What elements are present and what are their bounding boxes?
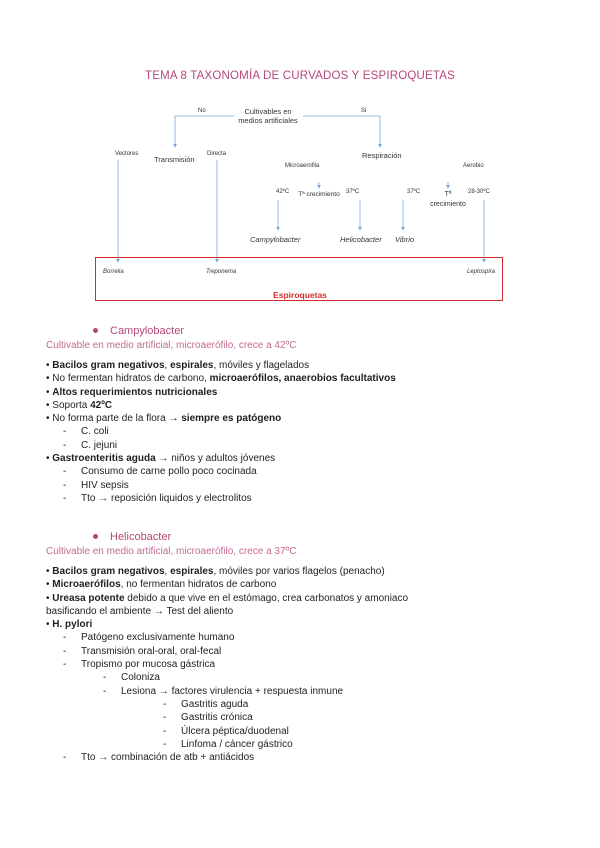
label-treponema: Treponema — [206, 269, 237, 275]
list-item: - Consumo de carne pollo poco cocinada — [63, 466, 257, 478]
label-tc-crecimiento-1: Tª crecimiento — [298, 191, 340, 198]
list-item: - Coloniza — [103, 672, 160, 684]
list-item: - Patógeno exclusivamente humano — [63, 632, 235, 644]
helicobacter-heading: Helicobacter — [73, 530, 543, 545]
list-item: - Úlcera péptica/duodenal — [163, 725, 289, 737]
text-line: • Ureasa potente debido a que vive en el estómago, crea carbonatos y amoniaco — [46, 592, 409, 604]
text-line: • No forma parte de la flora → siempre es patógeno — [46, 413, 282, 425]
section-helicobacter — [46, 530, 543, 764]
campylobacter-heading: Campylobacter — [73, 324, 543, 339]
list-item: - C. jejuni — [63, 439, 118, 451]
label-si: Si — [361, 108, 367, 114]
label-directa: Directa — [207, 151, 227, 157]
text-line: • H. pylori — [46, 619, 93, 631]
page-title: TEMA 8 TAXONOMÍA DE CURVADOS Y ESPIROQUETAS — [144, 70, 456, 82]
text-line: • Soporta 42ºC — [46, 399, 113, 411]
label-42c: 42ºC — [276, 189, 290, 195]
list-item: - Gastritis aguda — [163, 698, 249, 710]
text-line: basificando el ambiente → Test del aliento — [46, 605, 234, 617]
label-root: Cultivables en medios artificiales — [238, 107, 298, 125]
list-item: - Tropismo por mucosa gástrica — [63, 659, 216, 671]
taxonomy-diagram — [0, 0, 600, 320]
label-vibrio: Vibrio — [395, 235, 415, 244]
list-item: - Tto → combinación de atb + antiácidos — [63, 752, 255, 764]
label-leptospira: Leptospira — [467, 269, 496, 275]
label-campylobacter: Campylobacter — [250, 235, 301, 244]
list-item: - Linfoma / cáncer gástrico — [163, 738, 293, 750]
list-item: - Transmisión oral-oral, oral-fecal — [63, 645, 222, 657]
section-campylobacter — [46, 324, 543, 505]
text-line: • Bacilos gram negativos, espirales, móviles por varios flagelos (penacho) — [46, 566, 385, 577]
label-borrelia: Borrelia — [103, 269, 124, 275]
label-espiroquetas: Espiroquetas — [273, 290, 327, 300]
label-tc-crecimiento-2: Tª crecimiento — [430, 191, 466, 208]
bullet-icon — [93, 328, 98, 333]
label-transmision: Transmisión — [154, 155, 195, 164]
list-item: - Lesiona → factores virulencia + respuesta inmune — [103, 685, 344, 697]
text-line: • Microaerófilos, no fermentan hidratos de carbono — [46, 579, 277, 591]
label-37c-a: 37ºC — [346, 189, 360, 195]
label-37c-b: 37ºC — [407, 189, 421, 195]
list-item: - Tto → reposición liquidos y electrolitos — [63, 492, 252, 504]
text-line: • No fermentan hidratos de carbono, microaerófilos, anaerobios facultativos — [46, 373, 396, 385]
list-item: - C. coli — [63, 426, 109, 438]
campylobacter-subtitle: Cultivable en medio artificial, microaerófilo, crece a 42ºC — [46, 340, 297, 351]
list-item: - Gastritis crónica — [163, 712, 253, 724]
label-helicobacter: Helicobacter — [340, 235, 382, 244]
bullet-icon — [93, 534, 98, 539]
label-vectores: Vectores — [115, 151, 139, 157]
label-microaerofila: Microaerofila — [285, 163, 320, 169]
label-no: No — [198, 108, 206, 114]
list-item: - HIV sepsis — [63, 479, 129, 491]
label-respiracion: Respiración — [362, 151, 402, 160]
label-28-30c: 28-30ºC — [468, 189, 490, 195]
text-line: • Altos requerimientos nutricionales — [46, 386, 218, 398]
text-line: • Bacilos gram negativos, espirales, móviles y flagelados — [46, 360, 310, 371]
label-aerobio: Aerobio — [463, 163, 484, 169]
text-line: • Gastroenteritis aguda → niños y adultos jóvenes — [46, 453, 276, 465]
helicobacter-subtitle: Cultivable en medio artificial, microaerófilo, crece a 37ºC — [46, 546, 297, 557]
